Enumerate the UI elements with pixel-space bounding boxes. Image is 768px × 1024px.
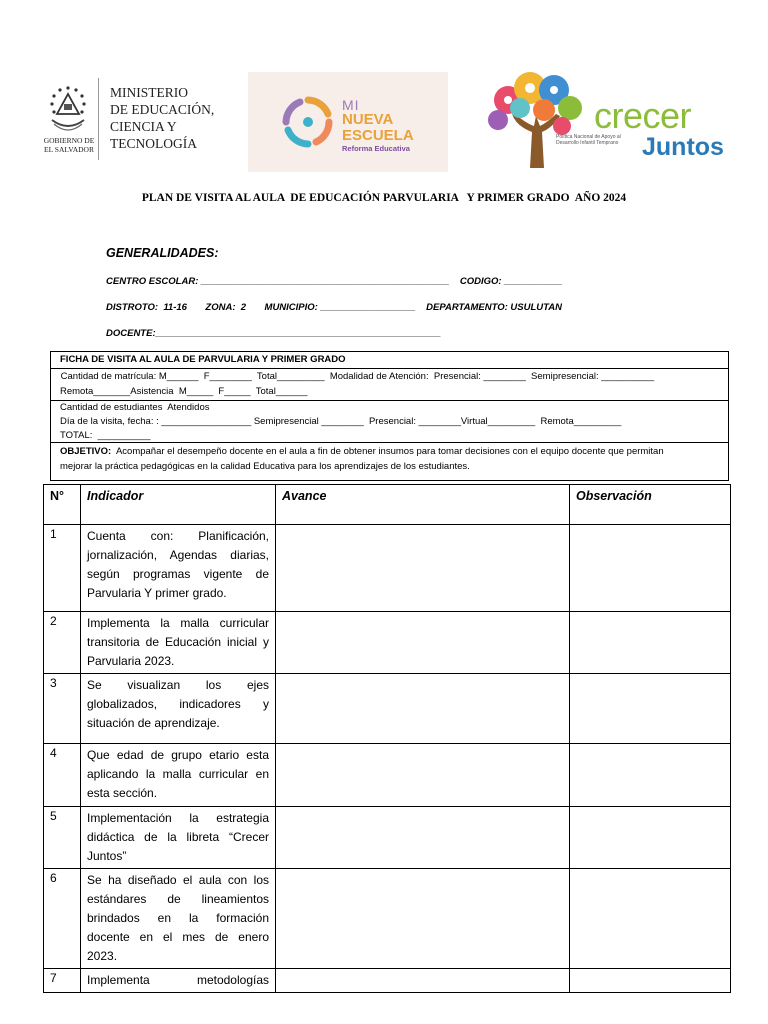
row-observacion-cell[interactable] bbox=[570, 525, 731, 612]
ministry-line-2: DE EDUCACIÓN, bbox=[110, 102, 215, 117]
indicator-table bbox=[43, 484, 731, 993]
row-indicador: Se ha diseñado el aula con los estándares de lineamientos brindados en la formación docente en el mes de enero 2023. bbox=[81, 869, 276, 969]
info-row-matricula bbox=[51, 369, 728, 401]
mne-reforma: Reforma Educativa bbox=[342, 144, 410, 153]
visit-info-box bbox=[50, 351, 729, 481]
row-indicador: Implementación la estrategia didáctica de la libreta “Crecer Juntos” bbox=[81, 807, 276, 869]
document-title: PLAN DE VISITA AL AULA DE EDUCACIÓN PARVULARIA Y PRIMER GRADO AÑO 2024 bbox=[141, 192, 627, 204]
row-indicador: Implementa metodologías bbox=[81, 969, 276, 993]
row-avance-cell[interactable] bbox=[276, 869, 570, 969]
table-row bbox=[44, 869, 731, 969]
row-number: 3 bbox=[44, 674, 81, 744]
row-indicador: Implementa la malla curricular transitoria de Educación inicial y Parvularia 2023. bbox=[81, 612, 276, 674]
field-docente: DOCENTE:______________________________________________________ bbox=[106, 328, 441, 339]
atendidos-line-2: Día de la visita, fecha: : _________________ Semipresencial ________ Presencial: ________Virtual_________ Remota_________ bbox=[60, 416, 622, 427]
gov-caption-line-1: GOBIERNO DE bbox=[43, 136, 95, 145]
info-row-ficha bbox=[51, 352, 728, 369]
row-number: 7 bbox=[44, 969, 81, 993]
table-row bbox=[44, 525, 731, 612]
ficha-title: FICHA DE VISITA AL AULA DE PARVULARIA Y PRIMER GRADO bbox=[60, 354, 346, 365]
gov-caption bbox=[36, 136, 102, 154]
table-row bbox=[44, 807, 731, 869]
table-header-row bbox=[44, 485, 731, 525]
row-avance-cell[interactable] bbox=[276, 744, 570, 807]
matricula-line-1: Cantidad de matrícula: M______ F________ Total_________ Modalidad de Atención: Presencial: ________ Semipresencial: __________ bbox=[58, 371, 655, 382]
header-avance: Avance bbox=[276, 485, 570, 525]
table-row bbox=[44, 744, 731, 807]
mne-escuela: ESCUELA bbox=[342, 127, 414, 144]
row-indicador: Se visualizan los ejes globalizados, indicadores y situación de aprendizaje. bbox=[81, 674, 276, 744]
row-avance-cell[interactable] bbox=[276, 612, 570, 674]
row-number: 2 bbox=[44, 612, 81, 674]
field-centro-escolar: CENTRO ESCOLAR: _______________________________________________ CODIGO: ___________ bbox=[106, 276, 563, 287]
header-observacion: Observación bbox=[570, 485, 731, 525]
row-observacion-cell[interactable] bbox=[570, 807, 731, 869]
crecer-juntos-logo bbox=[486, 70, 726, 170]
row-avance-cell[interactable] bbox=[276, 674, 570, 744]
objetivo-line-1 bbox=[60, 446, 664, 457]
row-indicador: Cuenta con: Planificación, jornalización, Agendas diarias, según programas vigente de Parvularia Y primer grado. bbox=[81, 525, 276, 612]
objetivo-text-1: Acompañar el desempeño docente en el aula a fin de obtener insumos para tomar decisiones con el equipo docente que permitan bbox=[111, 446, 664, 457]
objetivo-label: OBJETIVO: bbox=[60, 446, 112, 457]
ministry-line-4: TECNOLOGÍA bbox=[110, 136, 197, 151]
section-generalidades: GENERALIDADES: bbox=[106, 246, 219, 260]
row-number: 4 bbox=[44, 744, 81, 807]
row-observacion-cell[interactable] bbox=[570, 612, 731, 674]
row-observacion-cell[interactable] bbox=[570, 674, 731, 744]
row-avance-cell[interactable] bbox=[276, 807, 570, 869]
header-indicador: Indicador bbox=[81, 485, 276, 525]
juntos-wordmark: Juntos bbox=[642, 133, 724, 161]
table-row bbox=[44, 674, 731, 744]
row-observacion-cell[interactable] bbox=[570, 869, 731, 969]
mne-ring-icon bbox=[280, 94, 336, 150]
ministry-name bbox=[110, 84, 214, 152]
field-distrito-zona: DISTROTO: 11-16 ZONA: 2 MUNICIPIO: __________________ DEPARTAMENTO: USULUTAN bbox=[106, 302, 562, 313]
atendidos-line-3: TOTAL: __________ bbox=[60, 430, 151, 441]
row-avance-cell[interactable] bbox=[276, 969, 570, 993]
row-observacion-cell[interactable] bbox=[570, 969, 731, 993]
mne-mi: MI bbox=[342, 97, 360, 113]
row-observacion-cell[interactable] bbox=[570, 744, 731, 807]
table-row bbox=[44, 612, 731, 674]
gov-caption-line-2: EL SALVADOR bbox=[44, 145, 94, 154]
mi-nueva-escuela-logo bbox=[248, 72, 448, 172]
atendidos-line-1: Cantidad de estudiantes Atendidos bbox=[60, 402, 210, 413]
row-number: 6 bbox=[44, 869, 81, 969]
info-row-atendidos bbox=[51, 401, 728, 443]
mne-wordmark bbox=[342, 98, 414, 154]
mne-nueva: NUEVA bbox=[342, 111, 394, 128]
matricula-line-2: Remota_______Asistencia M_____ F_____ Total______ bbox=[60, 386, 308, 397]
row-number: 5 bbox=[44, 807, 81, 869]
objetivo-line-2: mejorar la práctica pedagógicas en la calidad Educativa para los aprendizajes de los estudiantes. bbox=[60, 461, 470, 472]
row-indicador: Que edad de grupo etario esta aplicando la malla curricular en esta sección. bbox=[81, 744, 276, 807]
tree-icon bbox=[486, 70, 586, 170]
coat-of-arms-icon bbox=[40, 82, 96, 138]
table-row bbox=[44, 969, 731, 993]
ministry-line-1: MINISTERIO bbox=[110, 85, 188, 100]
logo-divider bbox=[98, 78, 99, 160]
ministry-line-3: CIENCIA Y bbox=[110, 119, 177, 134]
info-row-objetivo bbox=[51, 443, 728, 480]
government-logo bbox=[36, 78, 236, 163]
header-number: N° bbox=[44, 485, 81, 525]
row-number: 1 bbox=[44, 525, 81, 612]
crecer-wordmark: crecer bbox=[594, 95, 692, 136]
crecer-tagline: Política Nacional de Apoyo al Desarrollo Infantil Temprano bbox=[556, 134, 621, 146]
row-avance-cell[interactable] bbox=[276, 525, 570, 612]
